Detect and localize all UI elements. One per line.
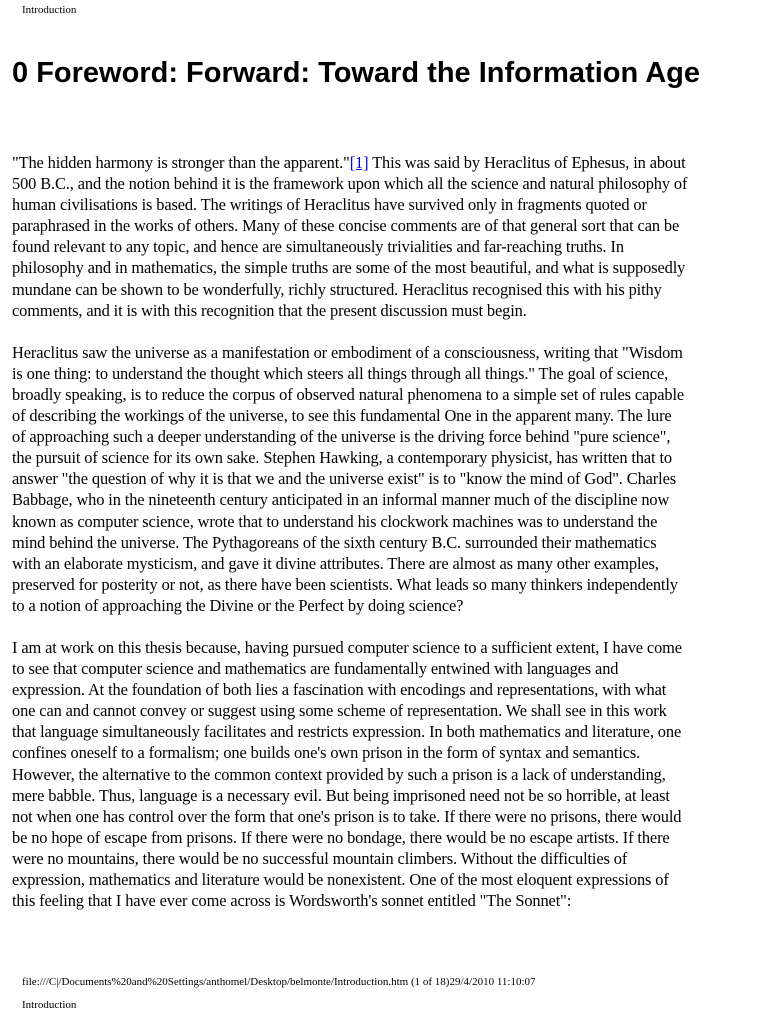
paragraph-line: that language simultaneously facilitates and restricts expression. In both mathematics and literature, one — [12, 722, 682, 742]
paragraph-1 — [12, 152, 764, 321]
paragraph-3 — [12, 637, 764, 911]
paragraph-line: to a notion of approaching the Divine or the Perfect by doing science? — [12, 595, 464, 615]
paragraph-line: 500 B.C., and the notion behind it is the framework upon which all the science and natural philosophy of — [12, 174, 688, 194]
paragraph-line: known as computer science, wrote that to understand his clockwork machines was to understand the — [12, 511, 658, 531]
print-footer-path: file:///C|/Documents%20and%20Settings/anthomel/Desktop/belmonte/Introduction.htm (1 of 18)29/4/2010 11:10:07 — [22, 976, 536, 988]
paragraph-line: is one thing: to understand the thought which steers all things through all things." The goal of science, — [12, 363, 669, 383]
paragraph-line: Babbage, who in the nineteenth century anticipated in an informal manner much of the discipline now — [12, 490, 670, 510]
print-next-page-header: Introduction — [22, 999, 77, 1011]
paragraph-line: found relevant to any topic, and hence are simultaneously trivialities and far-reaching truths. In — [12, 237, 624, 257]
chapter-number: 0 — [12, 57, 29, 89]
footnote-link-1[interactable]: [1] — [349, 153, 369, 172]
paragraph-line: However, the alternative to the common context provided by such a prison is a lack of understanding, — [12, 764, 666, 784]
paragraph-2 — [12, 342, 764, 616]
paragraph-line: paraphrased in the works of others. Many of these concise comments are of that general sort that can be — [12, 216, 680, 236]
paragraph-line: broadly speaking, is to reduce the corpus of observed natural phenomena to a simple set of rules capable — [12, 384, 685, 404]
paragraph-line: one can and cannot convey or suggest using some scheme of representation. We shall see in this work — [12, 701, 667, 721]
epigraph-quote: "The hidden harmony is stronger than the apparent." — [12, 153, 350, 172]
paragraph-line: not when one has control over the form that one's prison is to take. If there were no prisons, there would — [12, 806, 682, 826]
paragraph-line: I am at work on this thesis because, having pursued computer science to a sufficient extent, I have come — [12, 637, 682, 657]
paragraph-line: philosophy and in mathematics, the simple truths are some of the most beautiful, and what is supposedly — [12, 258, 686, 278]
paragraph-line: be no hope of escape from prisons. If there were no bondage, there would be no escape artists. If there — [12, 827, 670, 847]
paragraph-line: the pursuit of science for its own sake. Stephen Hawking, a contemporary physicist, has written that to — [12, 448, 672, 468]
paragraph-line: of approaching such a deeper understanding of the universe is the driving force behind "pure science", — [12, 427, 671, 447]
paragraph-line: of describing the workings of the universe, to see this fundamental One in the apparent many. The lure — [12, 406, 672, 426]
paragraph-line: expression. At the foundation of both lies a fascination with encodings and representations, with what — [12, 680, 667, 700]
paragraph-line: with an elaborate mysticism, and gave it divine attributes. There are almost as many other examples, — [12, 553, 659, 573]
paragraph-line: were no mountains, there would be no successful mountain climbers. Without the difficulties of — [12, 848, 628, 868]
paragraph-line: answer "the question of why it is that we and the universe exist" is to "know the mind of God". Charles — [12, 469, 676, 489]
print-header-title: Introduction — [22, 4, 77, 16]
chapter-title: Foreword: Forward: Toward the Information Age — [36, 57, 700, 89]
chapter-heading — [12, 56, 700, 91]
paragraph-line: Heraclitus saw the universe as a manifestation or embodiment of a consciousness, writing that "Wisdom — [12, 342, 683, 362]
paragraph-line: expression, mathematics and literature would be nonexistent. One of the most eloquent expressions of — [12, 870, 669, 889]
paragraph-line: preserved for posterity or not, as there have been scientists. What leads so many thinkers independently — [12, 574, 678, 594]
paragraph-line: this feeling that I have ever come across is Wordsworth's sonnet entitled "The Sonnet": — [12, 891, 572, 911]
paragraph-line: mundane can be shown to be wonderfully, richly structured. Heraclitus recognised this with his pithy — [12, 279, 662, 299]
paragraph-line — [12, 152, 764, 173]
paragraph-line-text: This was said by Heraclitus of Ephesus, in about — [368, 153, 686, 172]
paragraph-line: human civilisations is based. The writings of Heraclitus have survived only in fragments quoted or — [12, 195, 647, 215]
paragraph-line: mind behind the universe. The Pythagoreans of the sixth century B.C. surrounded their mathematics — [12, 532, 657, 552]
paragraph-line: mere babble. Thus, language is a necessary evil. But being imprisoned need not be so horrible, at least — [12, 785, 670, 805]
paragraph-line: comments, and it is with this recognition that the present discussion must begin. — [12, 300, 527, 320]
paragraph-line: confines oneself to a formalism; one builds one's own prison in the form of syntax and semantics. — [12, 743, 641, 763]
body-text — [12, 152, 764, 911]
paragraph-line: to see that computer science and mathematics are fundamentally entwined with languages and — [12, 659, 619, 679]
